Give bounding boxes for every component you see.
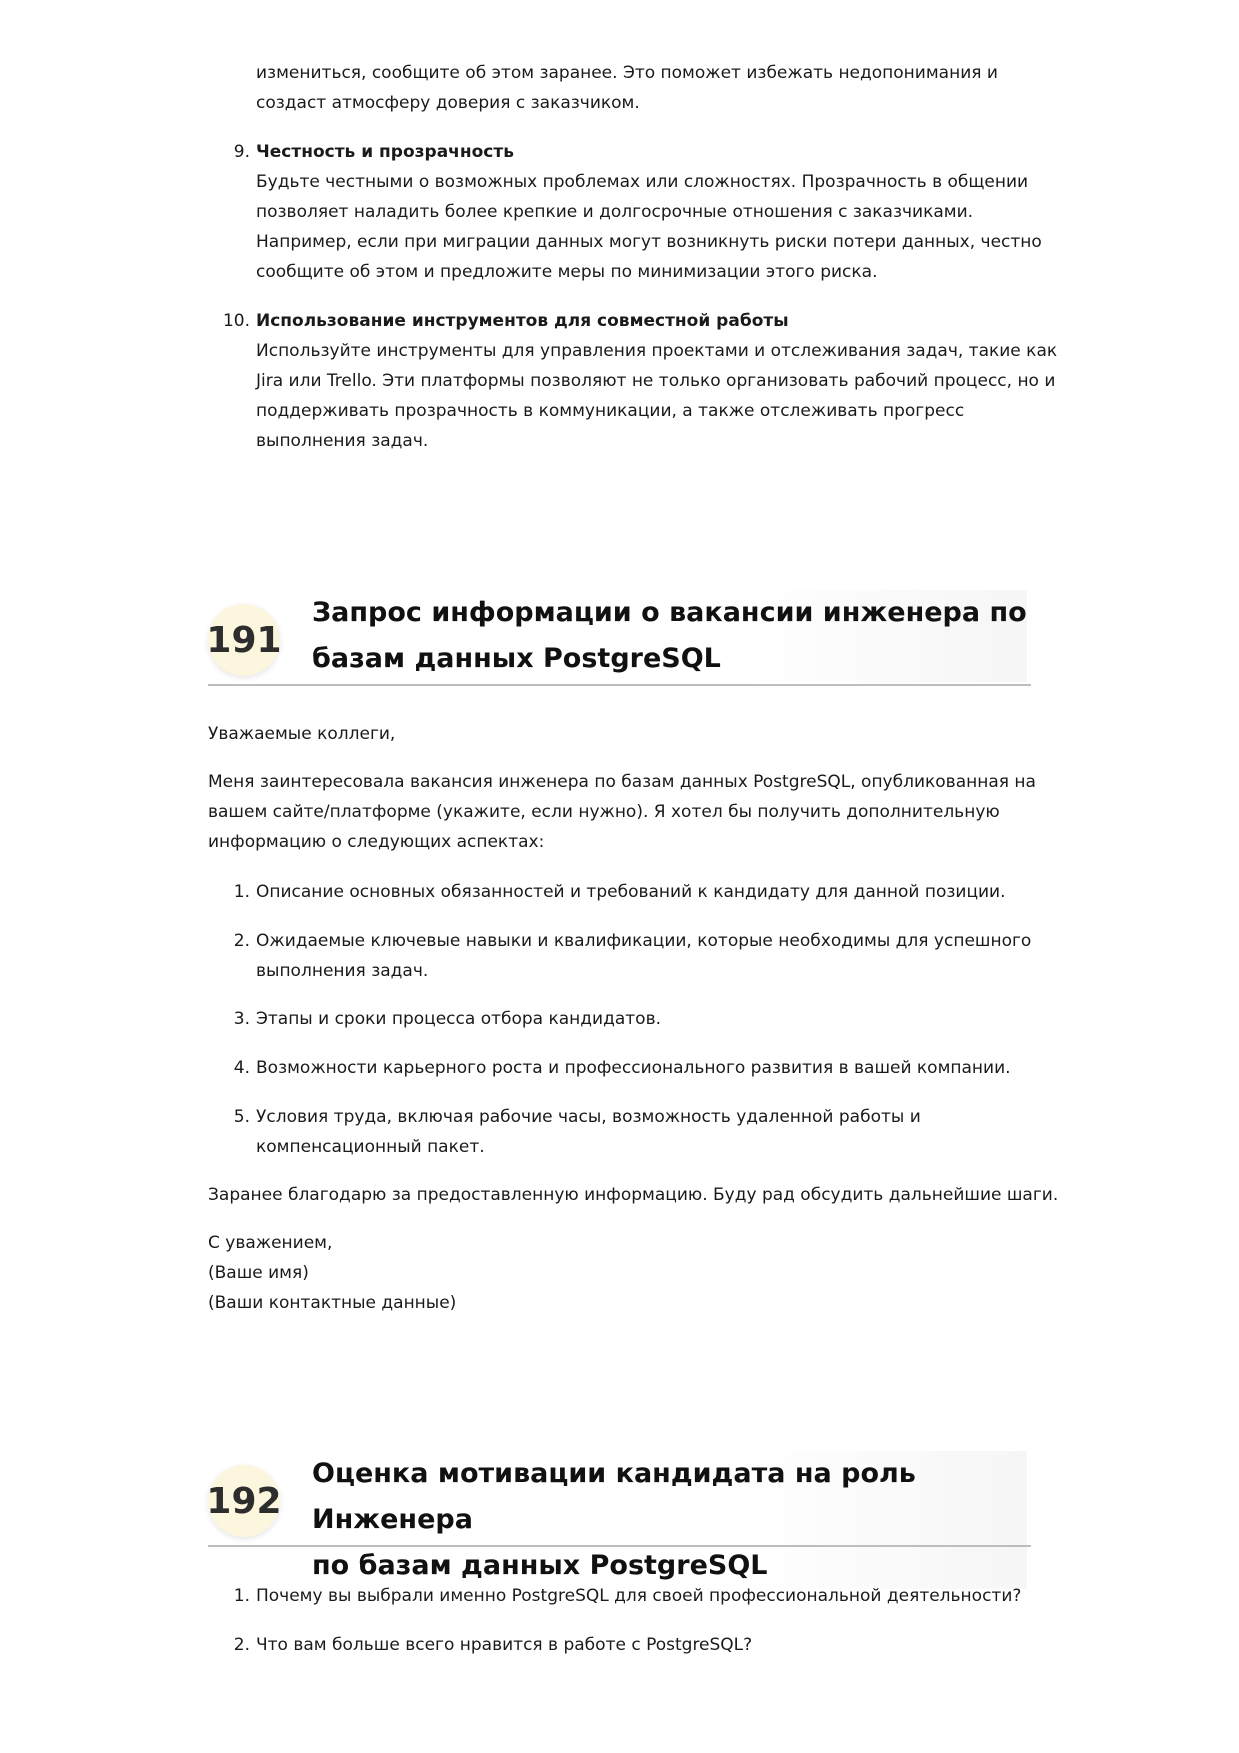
text-line: Почему вы выбрали именно PostgreSQL для своей профессиональной деятельности? [256,1586,1022,1606]
text-line: создаст атмосферу доверия с заказчиком. [256,93,640,113]
closing-paragraph: Заранее благодарю за предоставленную информацию. Буду рад обсудить дальнейшие шаги. [208,1185,1059,1205]
text-line: компенсационный пакет. [256,1137,485,1157]
section-title-line: Оценка мотивации кандидата на роль Инженера [312,1458,916,1535]
greeting: Уважаемые коллеги, [208,724,396,744]
section-header-192 [206,1451,1031,1581]
list-item-8-continuation [256,58,998,118]
list-number: 5. [233,1107,250,1127]
section-title [312,590,1027,682]
text-line: Условия труда, включая рабочие часы, возможность удаленной работы и [256,1107,921,1127]
intro-paragraph [208,767,1036,857]
text-line: сообщите об этом и предложите меры по минимизации этого риска. [256,262,878,282]
text-line: поддерживать прозрачность в коммуникации, а также отслеживать прогресс [256,401,965,421]
list-number: 1. [233,882,250,902]
section-divider [208,1545,1031,1547]
list-item-title: Честность и прозрачность [256,142,514,162]
list-item [256,1581,1021,1611]
list-number: 9. [233,142,250,162]
list-number: 4. [233,1058,250,1078]
list-item [256,137,1042,287]
text-line: вашем сайте/платформе (укажите, если нужно). Я хотел бы получить дополнительную [208,802,1000,822]
section-title-line: по базам данных PostgreSQL [312,1550,768,1581]
text-line: Ожидаемые ключевые навыки и квалификации, которые необходимы для успешного [256,931,1032,951]
section-title-line: Запрос информации о вакансии инженера по [312,597,1027,628]
text-line: Например, если при миграции данных могут возникнуть риски потери данных, честно [256,232,1042,252]
text-line: Этапы и сроки процесса отбора кандидатов. [256,1009,661,1029]
text-line: измениться, сообщите об этом заранее. Это поможет избежать недопонимания и [256,63,998,83]
signature-block [208,1228,456,1318]
list-number: 10. [222,311,250,331]
text-line: Используйте инструменты для управления проектами и отслеживания задач, такие как [256,341,1058,361]
signature-line: С уважением, [208,1233,333,1253]
section-number-badge: 192 [208,1465,280,1537]
list-item [256,1102,921,1162]
text-line: позволяет наладить более крепкие и долгосрочные отношения с заказчиками. [256,202,974,222]
list-number: 1. [233,1586,250,1606]
text-line: Описание основных обязанностей и требований к кандидату для данной позиции. [256,882,1006,902]
section-divider [208,684,1031,686]
list-number: 2. [233,931,250,951]
signature-line: (Ваше имя) [208,1263,309,1283]
text-line: выполнения задач. [256,961,429,981]
section-number-badge: 191 [208,604,280,676]
text-line: Будьте честными о возможных проблемах или сложностях. Прозрачность в общении [256,172,1029,192]
section-title [312,1451,1027,1589]
section-header-191 [208,590,1031,686]
text-line: Возможности карьерного роста и профессионального развития в вашей компании. [256,1058,1011,1078]
list-number: 3. [233,1009,250,1029]
text-line: Что вам больше всего нравится в работе с PostgreSQL? [256,1635,753,1655]
list-item [256,877,1006,907]
list-item [256,1630,752,1660]
text-line: выполнения задач. [256,431,429,451]
text-line: информацию о следующих аспектах: [208,832,545,852]
list-item-title: Использование инструментов для совместной работы [256,311,789,331]
list-item [256,926,1031,986]
signature-line: (Ваши контактные данные) [208,1293,457,1313]
list-item [256,306,1057,456]
text-line: Jira или Trello. Эти платформы позволяют не только организовать рабочий процесс, но и [256,371,1056,391]
list-item [256,1053,1011,1083]
list-item [256,1004,661,1034]
text-line: Меня заинтересовала вакансия инженера по базам данных PostgreSQL, опубликованная на [208,772,1036,792]
list-number: 2. [233,1635,250,1655]
section-title-line: базам данных PostgreSQL [312,643,721,674]
